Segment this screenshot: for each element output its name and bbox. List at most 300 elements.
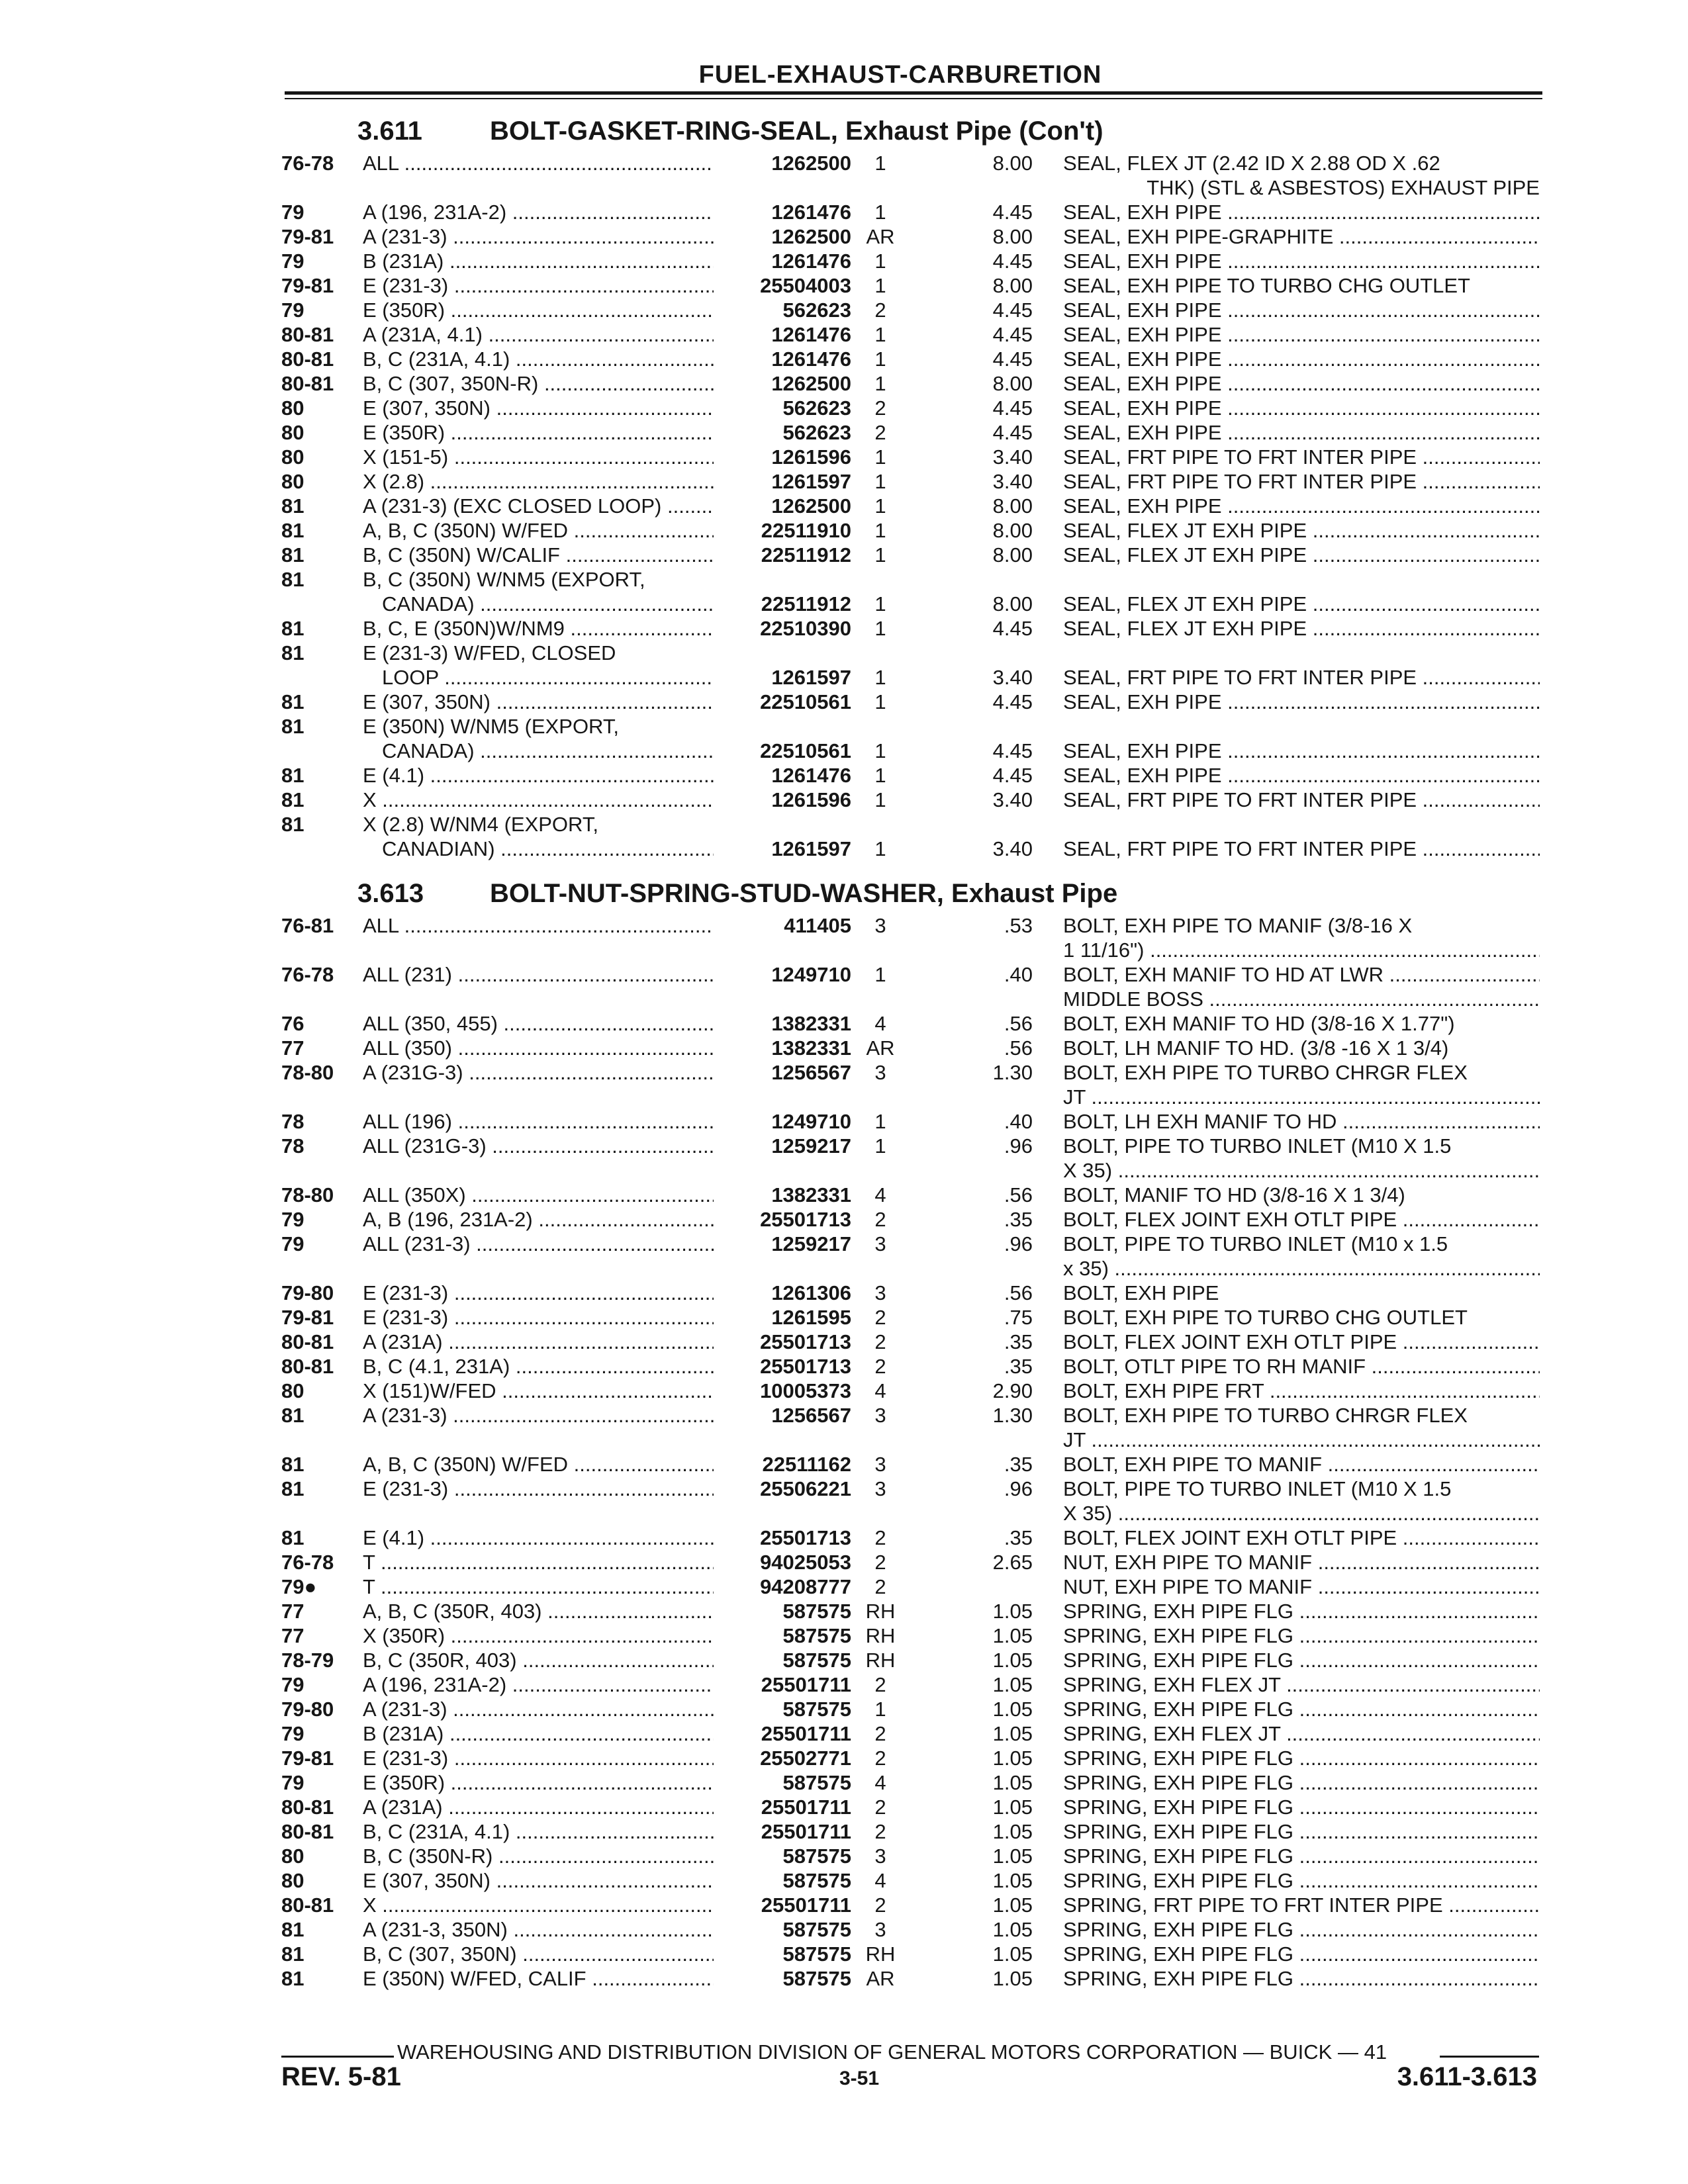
model-year: 81 (281, 641, 305, 664)
model-year: 80 (281, 1869, 305, 1892)
description: SPRING, EXH PIPE FLG ..... (1063, 1795, 1540, 1819)
part-number: 587575 (782, 1942, 851, 1966)
model-year: 80-81 (281, 347, 334, 371)
description: JT ..... (1063, 1428, 1540, 1452)
model-year: 81 (281, 1453, 305, 1476)
part-number: 1261306 (771, 1281, 851, 1304)
price: 8.00 (992, 494, 1033, 518)
quantity: RH (865, 1649, 896, 1672)
price: 1.05 (992, 1747, 1033, 1770)
description: NUT, EXH PIPE TO MANIF ..... (1063, 1574, 1540, 1599)
quantity: 4 (874, 1183, 886, 1206)
quantity: AR (866, 225, 895, 248)
description: SPRING, EXH PIPE FLG ..... (1063, 1868, 1540, 1893)
quantity: 3 (874, 914, 886, 937)
table-row (0, 1868, 1688, 1893)
price: 1.05 (992, 1844, 1033, 1868)
table-row (0, 1060, 1688, 1085)
table-row (0, 1770, 1688, 1795)
table-row (0, 298, 1688, 322)
table-row (0, 249, 1688, 273)
section-title (357, 879, 1117, 909)
table-row (0, 1354, 1688, 1379)
price: 2.90 (992, 1379, 1033, 1402)
application: A (231A, 4.1) ..... (363, 322, 714, 347)
description: SEAL, EXH PIPE ..... (1063, 739, 1540, 763)
quantity: 1 (874, 323, 886, 346)
description: SEAL, FRT PIPE TO FRT INTER PIPE ..... (1063, 445, 1540, 469)
application: B, C (350N-R) ..... (363, 1844, 714, 1868)
quantity: 4 (874, 1869, 886, 1892)
price: 1.05 (992, 1893, 1033, 1917)
description: SPRING, EXH PIPE FLG ..... (1063, 1746, 1540, 1770)
price: .56 (1004, 1183, 1033, 1206)
application: X (2.8) W/NM4 (EXPORT, (363, 813, 598, 836)
application: A (231G-3) ..... (363, 1060, 714, 1085)
quantity: 1 (874, 666, 886, 689)
application: A (196, 231A-2) ..... (363, 1672, 714, 1697)
table-row (0, 1134, 1688, 1158)
table-row (0, 1305, 1688, 1330)
quantity: 2 (874, 1208, 886, 1231)
application: X (2.8) ..... (363, 469, 714, 494)
part-number: 562623 (782, 298, 851, 322)
application: A (231-3, 350N) ..... (363, 1917, 714, 1942)
part-number: 1261597 (771, 470, 851, 493)
model-year: 80 (281, 421, 305, 444)
table-row (0, 739, 1688, 763)
price: .56 (1004, 1036, 1033, 1060)
application: A (231A) ..... (363, 1795, 714, 1819)
price: 3.40 (992, 837, 1033, 860)
model-year: 81 (281, 617, 305, 640)
application: E (350R) ..... (363, 1770, 714, 1795)
quantity: 1 (874, 690, 886, 713)
application: X (350R) ..... (363, 1623, 714, 1648)
description: SPRING, EXH PIPE FLG ..... (1063, 1623, 1540, 1648)
description: SEAL, EXH PIPE ..... (1063, 371, 1540, 396)
description: SEAL, EXH PIPE ..... (1063, 690, 1540, 714)
model-year: 81 (281, 690, 305, 713)
application: E (231-3) W/FED, CLOSED (363, 641, 616, 664)
quantity: 3 (874, 1844, 886, 1868)
application: E (231-3) ..... (363, 1281, 714, 1305)
part-number: 1262500 (771, 494, 851, 518)
description: MIDDLE BOSS ..... (1063, 987, 1540, 1011)
application: A, B, C (350N) W/FED ..... (363, 1452, 714, 1477)
part-number: 25504003 (760, 274, 851, 297)
table-row (0, 396, 1688, 420)
price: 3.40 (992, 470, 1033, 493)
description: SPRING, EXH PIPE FLG ..... (1063, 1599, 1540, 1623)
quantity: 2 (874, 1526, 886, 1549)
application: A, B, C (350R, 403) ..... (363, 1599, 714, 1623)
model-year: 80-81 (281, 1796, 334, 1819)
table-row (0, 347, 1688, 371)
quantity: 1 (874, 494, 886, 518)
description: SEAL, EXH PIPE ..... (1063, 494, 1540, 518)
model-year: 77 (281, 1036, 305, 1060)
price: 3.40 (992, 445, 1033, 469)
description: BOLT, FLEX JOINT EXH OTLT PIPE ..... (1063, 1207, 1540, 1232)
footer-text: WAREHOUSING AND DISTRIBUTION DIVISION OF GENERAL MOTORS CORPORATION — BUICK — 41 (397, 2040, 1387, 2064)
description: BOLT, OTLT PIPE TO RH MANIF ..... (1063, 1354, 1540, 1379)
application: E (307, 350N) ..... (363, 396, 714, 420)
model-year: 76 (281, 1012, 305, 1035)
description: SEAL, FRT PIPE TO FRT INTER PIPE ..... (1063, 469, 1540, 494)
page-header-title: FUEL-EXHAUST-CARBURETION (698, 61, 1102, 89)
description: BOLT, EXH PIPE FRT ..... (1063, 1379, 1540, 1403)
section-number: 3.611 (357, 116, 422, 146)
description: SEAL, FLEX JT EXH PIPE ..... (1063, 543, 1540, 567)
table-row (0, 763, 1688, 788)
price: .75 (1004, 1306, 1033, 1329)
table-row (0, 1256, 1688, 1281)
description: SEAL, EXH PIPE ..... (1063, 200, 1540, 224)
table-row (0, 714, 1688, 739)
model-year: 77 (281, 1600, 305, 1623)
quantity: 3 (874, 1477, 886, 1500)
price: 8.00 (992, 225, 1033, 248)
price: .96 (1004, 1477, 1033, 1500)
quantity: 1 (874, 739, 886, 762)
part-number: 22511912 (761, 592, 851, 615)
table-row (0, 1746, 1688, 1770)
quantity: 2 (874, 1796, 886, 1819)
application: ALL (231) ..... (363, 962, 714, 987)
application: B, C (231A, 4.1) ..... (363, 1819, 714, 1844)
table-row (0, 1623, 1688, 1648)
quantity: 3 (874, 1232, 886, 1255)
quantity: 1 (874, 250, 886, 273)
quantity: 3 (874, 1061, 886, 1084)
application: B, C (350N) W/CALIF ..... (363, 543, 714, 567)
part-number: 10005373 (760, 1379, 851, 1402)
model-year: 80 (281, 445, 305, 469)
model-year: 81 (281, 494, 305, 518)
description: BOLT, EXH PIPE (1063, 1281, 1219, 1304)
description: SPRING, EXH PIPE FLG ..... (1063, 1697, 1540, 1721)
description: SPRING, EXH PIPE FLG ..... (1063, 1917, 1540, 1942)
table-row (0, 1281, 1688, 1305)
price: .35 (1004, 1453, 1033, 1476)
model-year: 79 (281, 1771, 305, 1794)
price: 1.05 (992, 1698, 1033, 1721)
quantity: RH (865, 1624, 896, 1647)
part-number: 411405 (784, 914, 851, 937)
price: 1.05 (992, 1942, 1033, 1966)
part-number: 1261596 (771, 788, 851, 811)
quantity: 2 (874, 1330, 886, 1353)
application: X ..... (363, 788, 714, 812)
price: .53 (1004, 914, 1033, 937)
price: 3.40 (992, 666, 1033, 689)
part-number: 1261597 (771, 837, 851, 860)
table-row (0, 224, 1688, 249)
part-number: 1382331 (771, 1012, 851, 1035)
table-row (0, 420, 1688, 445)
part-number: 22510561 (760, 739, 851, 762)
description: BOLT, MANIF TO HD (3/8-16 X 1 3/4) (1063, 1183, 1405, 1206)
model-year: 78 (281, 1134, 305, 1158)
table-row (0, 1452, 1688, 1477)
table-row (0, 1893, 1688, 1917)
table-row (0, 1501, 1688, 1525)
description: SPRING, EXH PIPE FLG ..... (1063, 1942, 1540, 1966)
price: 4.45 (992, 298, 1033, 322)
part-number: 587575 (782, 1698, 851, 1721)
table-row (0, 1819, 1688, 1844)
application: X ..... (363, 1893, 714, 1917)
table-row (0, 1403, 1688, 1428)
price: 8.00 (992, 592, 1033, 615)
application: E (4.1) ..... (363, 1525, 714, 1550)
part-number: 562623 (782, 421, 851, 444)
table-row (0, 665, 1688, 690)
table-row (0, 1844, 1688, 1868)
description: BOLT, PIPE TO TURBO INLET (M10 x 1.5 (1063, 1232, 1448, 1255)
table-row (0, 1207, 1688, 1232)
price: 1.30 (992, 1061, 1033, 1084)
table-row (0, 788, 1688, 812)
model-year: 81 (281, 764, 305, 787)
price: 8.00 (992, 372, 1033, 395)
part-number: 1261476 (771, 347, 851, 371)
application: ALL (196) ..... (363, 1109, 714, 1134)
description: SEAL, FLEX JT EXH PIPE ..... (1063, 592, 1540, 616)
header-rule-thin (285, 98, 1542, 99)
price: 4.45 (992, 690, 1033, 713)
model-year: 76-81 (281, 914, 334, 937)
quantity: 2 (874, 1575, 886, 1598)
part-number: 587575 (782, 1967, 851, 1990)
description: SPRING, EXH FLEX JT ..... (1063, 1721, 1540, 1746)
description: BOLT, FLEX JOINT EXH OTLT PIPE ..... (1063, 1330, 1540, 1354)
description: SPRING, EXH PIPE FLG ..... (1063, 1770, 1540, 1795)
quantity: 2 (874, 1673, 886, 1696)
description: JT ..... (1063, 1085, 1540, 1109)
part-number: 1261476 (771, 764, 851, 787)
application: B (231A) ..... (363, 249, 714, 273)
application: X (151-5) ..... (363, 445, 714, 469)
table-row (0, 1158, 1688, 1183)
price: .35 (1004, 1330, 1033, 1353)
quantity: 2 (874, 1306, 886, 1329)
table-row (0, 592, 1688, 616)
application: E (231-3) ..... (363, 1746, 714, 1770)
part-number: 25501713 (760, 1526, 851, 1549)
application: B, C, E (350N)W/NM9 ..... (363, 616, 714, 641)
price: 8.00 (992, 543, 1033, 567)
price: 1.05 (992, 1869, 1033, 1892)
model-year: 78 (281, 1110, 305, 1133)
description: SEAL, EXH PIPE ..... (1063, 347, 1540, 371)
application: E (350R) ..... (363, 420, 714, 445)
quantity: 1 (874, 1110, 886, 1133)
table-row (0, 1232, 1688, 1256)
application: A (196, 231A-2) ..... (363, 200, 714, 224)
model-year: 79 (281, 1208, 305, 1231)
model-year: 76-78 (281, 1551, 334, 1574)
description: BOLT, EXH PIPE TO TURBO CHG OUTLET (1063, 1306, 1468, 1329)
price: 1.05 (992, 1820, 1033, 1843)
part-number: 587575 (782, 1844, 851, 1868)
quantity: 2 (874, 396, 886, 420)
description: BOLT, EXH MANIF TO HD (3/8-16 X 1.77") (1063, 1012, 1455, 1035)
application: E (307, 350N) ..... (363, 1868, 714, 1893)
model-year: 78-80 (281, 1061, 334, 1084)
model-year: 81 (281, 1942, 305, 1966)
part-number: 94208777 (760, 1575, 851, 1598)
application: ALL (231-3) ..... (363, 1232, 714, 1256)
description: BOLT, FLEX JOINT EXH OTLT PIPE ..... (1063, 1525, 1540, 1550)
price: 1.05 (992, 1771, 1033, 1794)
quantity: 3 (874, 1918, 886, 1941)
application: CANADA) ..... (382, 739, 714, 763)
application: LOOP ..... (382, 665, 714, 690)
description: THK) (STL & ASBESTOS) EXHAUST PIPE (1147, 176, 1540, 199)
description: SEAL, FRT PIPE TO FRT INTER PIPE ..... (1063, 837, 1540, 861)
part-number: 22511912 (761, 543, 851, 567)
quantity: 1 (874, 1698, 886, 1721)
table-row (0, 812, 1688, 837)
quantity: 1 (874, 543, 886, 567)
part-number: 94025053 (760, 1551, 851, 1574)
quantity: 2 (874, 1747, 886, 1770)
description: SEAL, FRT PIPE TO FRT INTER PIPE ..... (1063, 665, 1540, 690)
section-range: 3.611-3.613 (1397, 2062, 1537, 2091)
price: 4.45 (992, 396, 1033, 420)
table-row (0, 1942, 1688, 1966)
description: BOLT, EXH MANIF TO HD AT LWR ..... (1063, 962, 1540, 987)
quantity: 2 (874, 298, 886, 322)
price: 4.45 (992, 201, 1033, 224)
part-number: 25501713 (760, 1330, 851, 1353)
model-year: 77 (281, 1624, 305, 1647)
table-row (0, 1574, 1688, 1599)
table-row (0, 469, 1688, 494)
application: ALL ..... (363, 913, 714, 938)
model-year: 78-79 (281, 1649, 334, 1672)
quantity: 1 (874, 617, 886, 640)
quantity: RH (865, 1942, 896, 1966)
part-number: 1262500 (771, 225, 851, 248)
quantity: AR (866, 1967, 895, 1990)
description: BOLT, EXH PIPE TO MANIF ..... (1063, 1452, 1540, 1477)
part-number: 1259217 (771, 1134, 851, 1158)
table-row (0, 273, 1688, 298)
part-number: 587575 (782, 1649, 851, 1672)
table-row (0, 445, 1688, 469)
footer-rule-right (1440, 2056, 1539, 2058)
quantity: 1 (874, 1134, 886, 1158)
quantity: 1 (874, 470, 886, 493)
footer-rule-left (281, 2056, 394, 2058)
description: x 35) ..... (1063, 1256, 1540, 1281)
price: 4.45 (992, 323, 1033, 346)
quantity: 1 (874, 963, 886, 986)
part-number: 562623 (782, 396, 851, 420)
model-year: 79-81 (281, 1747, 334, 1770)
model-year: 80-81 (281, 323, 334, 346)
price: 8.00 (992, 152, 1033, 175)
description: SPRING, EXH PIPE FLG ..... (1063, 1648, 1540, 1672)
description: SPRING, FRT PIPE TO FRT INTER PIPE ..... (1063, 1893, 1540, 1917)
model-year: 81 (281, 1967, 305, 1990)
part-number: 25501711 (761, 1722, 851, 1745)
model-year: 81 (281, 519, 305, 542)
price: 8.00 (992, 519, 1033, 542)
price: 1.05 (992, 1796, 1033, 1819)
part-number: 25501713 (760, 1208, 851, 1231)
table-row (0, 1525, 1688, 1550)
page-number: 3-51 (839, 2068, 880, 2089)
section-heading: BOLT-GASKET-RING-SEAL, Exhaust Pipe (Con't) (490, 116, 1103, 146)
part-number: 587575 (782, 1624, 851, 1647)
price: 1.05 (992, 1918, 1033, 1941)
table-row (0, 1599, 1688, 1623)
application: CANADA) ..... (382, 592, 714, 616)
part-number: 22510390 (760, 617, 851, 640)
part-number: 1256567 (771, 1061, 851, 1084)
description: SEAL, EXH PIPE ..... (1063, 396, 1540, 420)
description: X 35) ..... (1063, 1158, 1540, 1183)
part-number: 1249710 (771, 1110, 851, 1133)
part-number: 25502771 (760, 1747, 851, 1770)
part-number: 1382331 (771, 1036, 851, 1060)
application: T ..... (363, 1574, 714, 1599)
model-year: 80 (281, 1379, 305, 1402)
model-year: 79 (281, 1232, 305, 1255)
table-row (0, 518, 1688, 543)
model-year: 79 (281, 201, 305, 224)
part-number: 587575 (782, 1869, 851, 1892)
model-year: 76-78 (281, 152, 334, 175)
quantity: 1 (874, 347, 886, 371)
header-rule-thick (285, 91, 1542, 95)
application: ALL (350) ..... (363, 1036, 714, 1060)
model-year: 81 (281, 1404, 305, 1427)
quantity: 3 (874, 1281, 886, 1304)
quantity: 2 (874, 1551, 886, 1574)
table-row (0, 1109, 1688, 1134)
price: 1.05 (992, 1722, 1033, 1745)
part-number: 1261476 (771, 250, 851, 273)
table-row (0, 1428, 1688, 1452)
description: BOLT, EXH PIPE TO TURBO CHRGR FLEX (1063, 1061, 1468, 1084)
quantity: 1 (874, 592, 886, 615)
table-row (0, 938, 1688, 962)
application: E (350N) W/FED, CALIF ..... (363, 1966, 714, 1991)
quantity: 1 (874, 152, 886, 175)
description: 1 11/16") ..... (1063, 938, 1540, 962)
table-row (0, 200, 1688, 224)
table-row (0, 567, 1688, 592)
part-number: 25501711 (761, 1673, 851, 1696)
model-year: 79-81 (281, 274, 334, 297)
table-row (0, 1330, 1688, 1354)
part-number: 1249710 (771, 963, 851, 986)
model-year: 80-81 (281, 1330, 334, 1353)
price: 1.05 (992, 1649, 1033, 1672)
application: ALL (350, 455) ..... (363, 1011, 714, 1036)
application: B, C (231A, 4.1) ..... (363, 347, 714, 371)
quantity: 2 (874, 1722, 886, 1745)
table-row (0, 322, 1688, 347)
quantity: 1 (874, 274, 886, 297)
description: NUT, EXH PIPE TO MANIF ..... (1063, 1550, 1540, 1574)
table-row (0, 1966, 1688, 1991)
